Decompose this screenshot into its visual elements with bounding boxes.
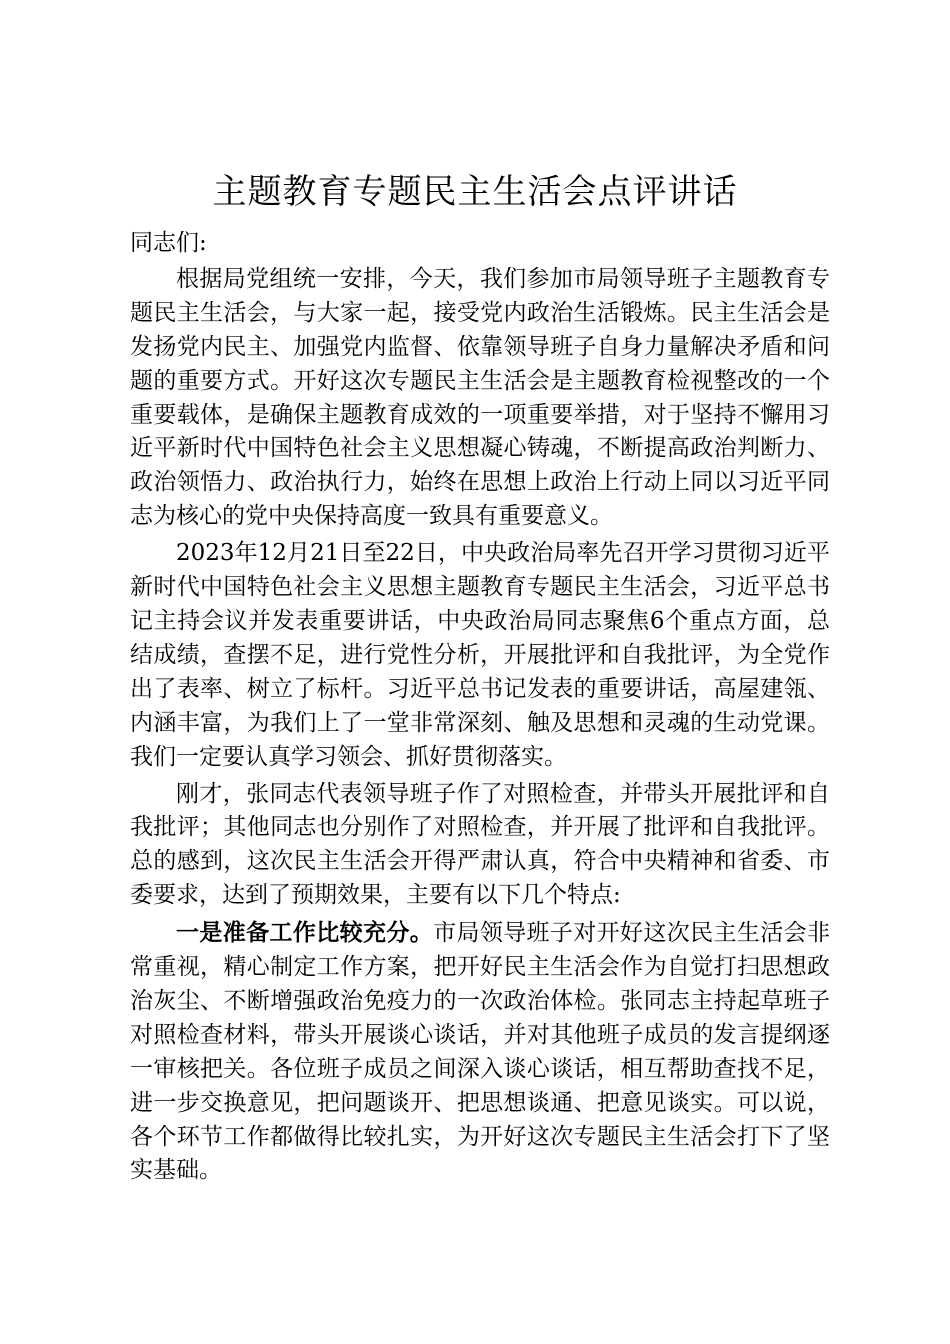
paragraph-text: 市局领导班子对开好这次民主生活会非常重视，精心制定工作方案，把开好民主生活会作为自觉打扫思想政治灰尘、不断增强政治免疫力的一次政治体检。张同志主持起草班子对照检查材料，带头开展谈心谈话，并对其他班子成员的发言提纲逐一审核把关。各位班子成员之间深入谈心谈话，相互帮助查找不足，进一步交换意见，把问题谈开、把思想谈通、把意见谈实。可以说，各个环节工作都做得比较扎实，为开好这次专题民主生活会打下了坚实基础。	[130, 920, 831, 1184]
paragraph-text: 刚才，张同志代表领导班子作了对照检查，并带头开展批评和自我批评；其他同志也分别作了对照检查，并开展了批评和自我批评。总的感到，这次民主生活会开得严肃认真，符合中央精神和省委、市委要求，达到了预期效果，主要有以下几个特点:	[130, 780, 830, 909]
document-title: 主题教育专题民主生活会点评讲话	[212, 172, 738, 212]
paragraph-central-meeting	[130, 537, 830, 774]
paragraph-evaluation	[130, 778, 830, 914]
paragraph-point-one	[130, 916, 830, 1188]
paragraph-lead-heading: 一是准备工作比较充分。	[176, 919, 434, 947]
paragraph-intro	[130, 263, 830, 534]
paragraph-text: 根据局党组统一安排，今天，我们参加市局领导班子主题教育专题民主生活会，与大家一起，接受党内政治生活锻炼。民主生活会是发扬党内民主、加强党内监督、依靠领导班子自身力量解决矛盾和问题的重要方式。开好这次专题民主生活会是主题教育检视整改的一个重要载体，是确保主题教育成效的一项重要举措，对于坚持不懈用习近平新时代中国特色社会主义思想凝心铸魂，不断提高政治判断力、政治领悟力、政治执行力，始终在思想上政治上行动上同以习近平同志为核心的党中央保持高度一致具有重要意义。	[130, 265, 830, 530]
paragraph-text: 2023年12月21日至22日，中央政治局率先召开学习贯彻习近平新时代中国特色社会主义思想主题教育专题民主生活会，习近平总书记主持会议并发表重要讲话，中央政治局同志聚焦6个重点方面，总结成绩，查摆不足，进行党性分析，开展批评和自我批评，为全党作出了表率、树立了标杆。习近平总书记发表的重要讲话，高屋建瓴、内涵丰富，为我们上了一堂非常深刻、触及思想和灵魂的生动党课。我们一定要认真学习领会、抓好贯彻落实。	[130, 540, 830, 770]
document-body	[130, 227, 830, 1191]
greeting: 同志们:	[130, 230, 207, 256]
